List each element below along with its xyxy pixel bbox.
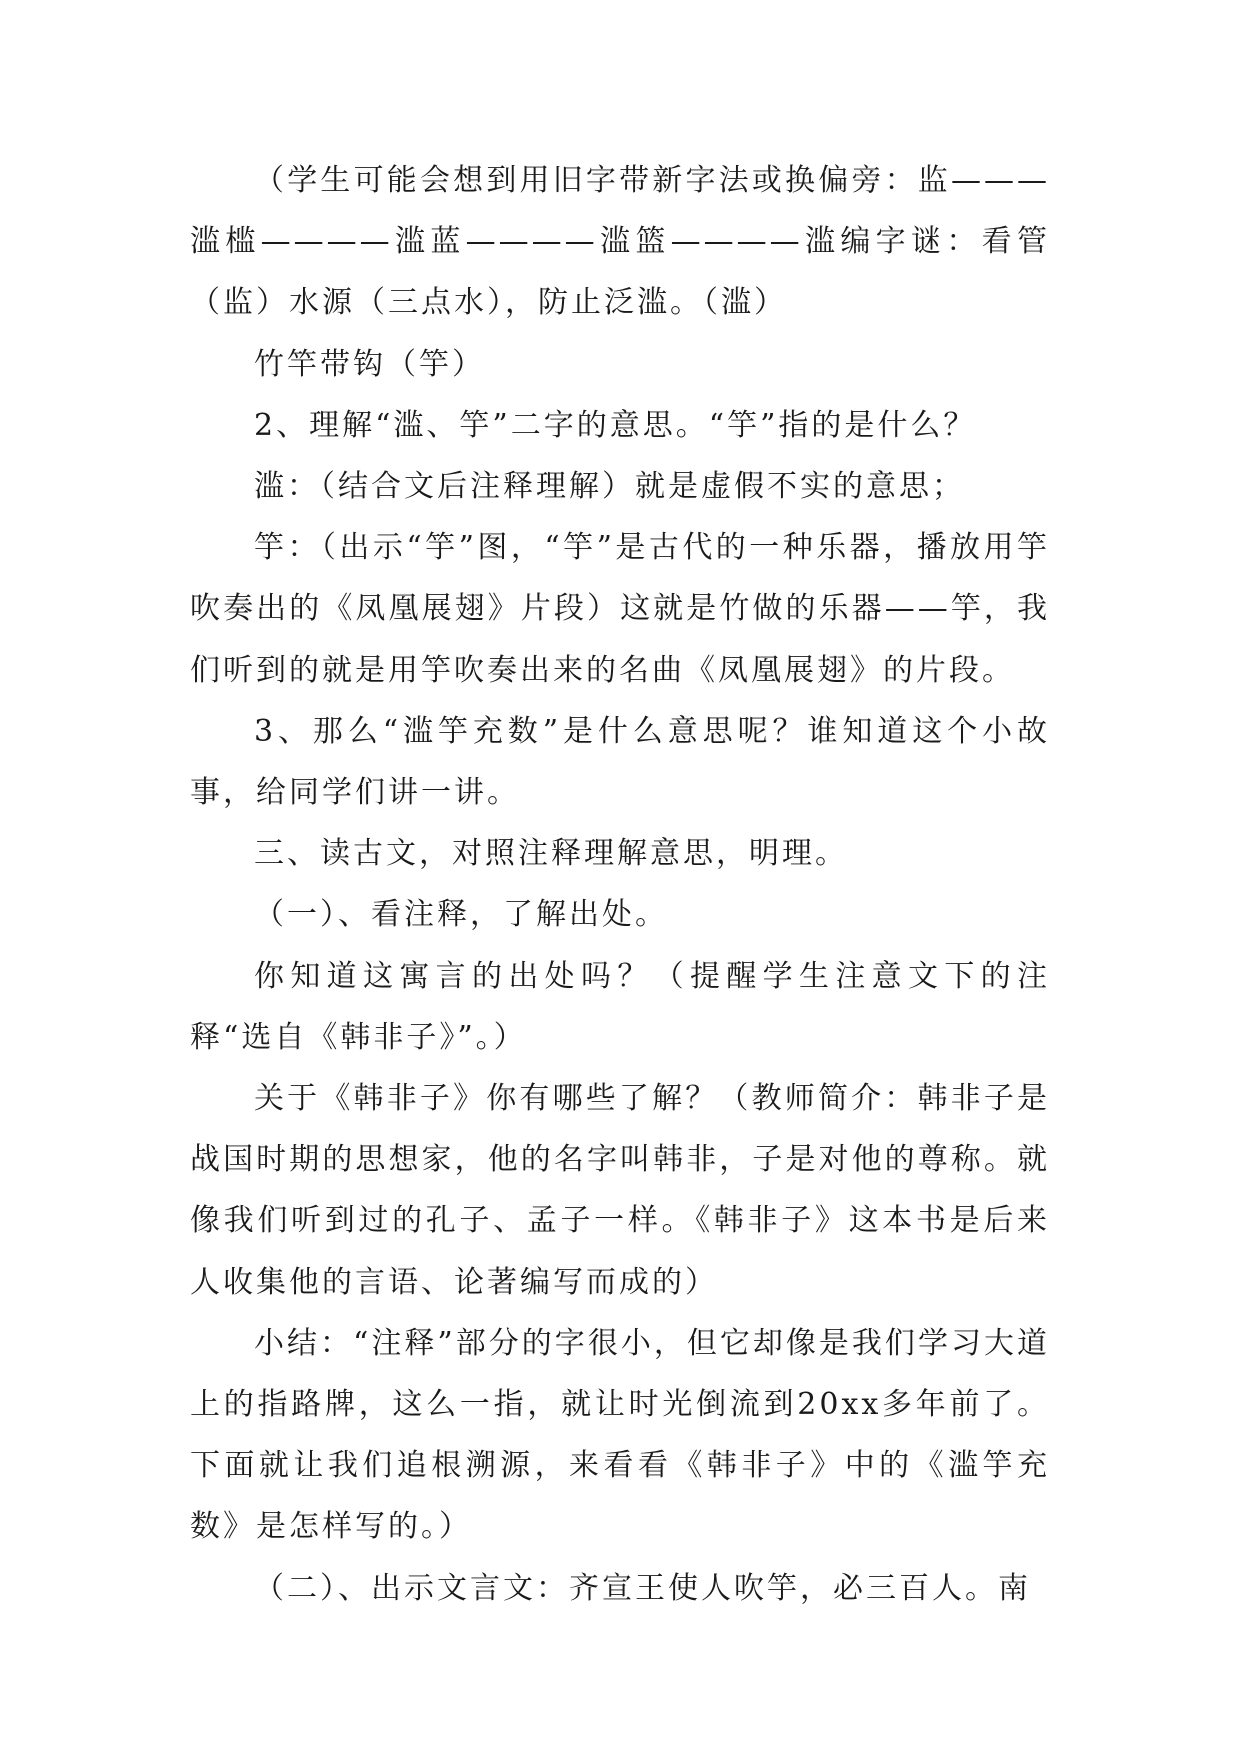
subsection-heading-one: （一）、看注释，了解出处。 bbox=[254, 897, 668, 933]
paragraph-lan-definition: 滥：（结合文后注释理解）就是虚假不实的意思； bbox=[254, 469, 965, 505]
paragraph-riddle-yu: 竹竿带钩（竽） bbox=[254, 346, 485, 382]
paragraph-yu-definition: 竽：（出示“竽”图，“竽”是古代的一种乐器，播放用竽吹奏出的《凤凰展翅》片段）这就是竹做的乐器——竽，我们听到的就是用竽吹奏出来的名曲《凤凰展翅》的片段。 bbox=[190, 530, 1050, 688]
paragraph-source-question: 你知道这寓言的出处吗？（提醒学生注意文下的注释“选自《韩非子》”。） bbox=[190, 958, 1050, 1055]
paragraph-student-methods: （学生可能会想到用旧字带新字法或换偏旁：监———滥槛————滥蓝————滥篮————滥编字谜：看管（监）水源（三点水），防止泛滥。（滥） bbox=[190, 163, 1050, 321]
paragraph-question-meaning: 2、理解“滥、竽”二字的意思。“竽”指的是什么？ bbox=[254, 407, 977, 443]
subsection-heading-two: （二）、出示文言文：齐宣王使人吹竽，必三百人。南 bbox=[254, 1570, 1031, 1606]
section-heading-three: 三、读古文，对照注释理解意思，明理。 bbox=[254, 836, 848, 872]
paragraph-summary: 小结：“注释”部分的字很小，但它却像是我们学习大道上的指路牌，这么一指，就让时光倒流到20xx多年前了。下面就让我们追根溯源，来看看《韩非子》中的《滥竽充数》是怎样写的。） bbox=[190, 1325, 1050, 1545]
document-body bbox=[190, 150, 1050, 1619]
paragraph-hanfeizi-intro: 关于《韩非子》你有哪些了解？（教师简介：韩非子是战国时期的思想家，他的名字叫韩非，子是对他的尊称。就像我们听到过的孔子、孟子一样。《韩非子》这本书是后来人收集他的言语、论著编写而成的） bbox=[190, 1081, 1050, 1300]
paragraph-idiom-question: 3、那么“滥竽充数”是什么意思呢？谁知道这个小故事，给同学们讲一讲。 bbox=[190, 713, 1050, 811]
